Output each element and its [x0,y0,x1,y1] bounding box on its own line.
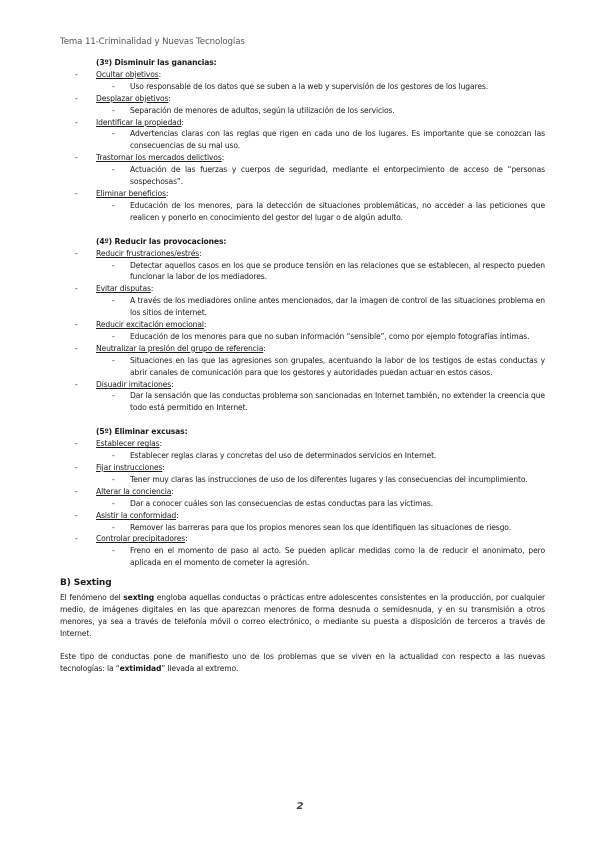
item-label: Evitar disputas [96,284,151,294]
sub-item [60,164,545,188]
bullet-dash: - [75,69,78,79]
list-item: - Controlar precipitadores: [75,534,188,544]
sub-item [60,474,545,486]
bullet-dash: - [112,129,115,139]
sub-item-text: Educación de los menores para que no suban información “sensible”, como por ejemplo fotografías íntimas. [130,331,530,341]
sexting-paragraph-1 [60,592,545,640]
item-label: Disuadir imitaciones [96,379,172,389]
item-label: Identificar la propiedad [96,117,182,127]
sub-item [60,200,545,224]
bullet-dash: - [112,200,115,210]
bullet-dash: - [112,105,115,115]
item-label: Eliminar beneficios [96,188,166,198]
sexting-p2-end: ” llevada al extremo. [161,663,239,673]
item-label: Desplazar objetivos [96,93,169,103]
sub-item-text: Educación de los menores, para la detección de situaciones problemáticas, no acceder a las peticiones que realicen y ponerlo en conocimiento del gestor del lugar o de algún adulto. [130,200,545,222]
bullet-dash: - [75,463,78,472]
item-label: Controlar precipitadores [96,534,186,544]
sexting-term: sexting [123,593,155,603]
sub-item-text: Separación de menores de adultos, según la utilización de los servicios. [130,105,395,115]
bullet-dash: - [112,260,115,270]
sexting-heading: B) Sexting [60,578,112,589]
sub-item [60,260,545,284]
sexting-paragraph-2 [60,651,545,675]
bullet-dash: - [112,546,115,556]
bullet-dash: - [112,296,115,306]
list-item: - Trastornar los mercados delictivos: [75,153,225,163]
bullet-dash: - [112,391,115,401]
bullet-dash: - [75,93,78,103]
sub-item-text: Establecer reglas claras y concretas del uso de determinados servicios en Internet. [130,451,437,461]
section-title: (5º) Eliminar excusas: [96,427,188,437]
bullet-dash: - [112,331,115,341]
list-item: - Asistir la conformidad: [75,510,179,520]
bullet-dash: - [75,439,78,449]
list-item: - Neutralizar la presión del grupo de referencia: [75,343,266,353]
sexting-p1-start: El fenómeno del [60,593,124,603]
bullet-dash: - [75,248,78,258]
bullet-dash: - [75,534,78,544]
sub-item [60,105,545,117]
item-label: Asistir la conformidad [96,510,177,520]
page-number: 2 [296,801,304,812]
item-label: Reducir excitación emocional [96,320,204,330]
bullet-dash: - [75,379,78,389]
sub-item-text: Dar a conocer cuáles son las consecuencias de estas conductas para las víctimas. [130,498,434,508]
list-item: - Eliminar beneficios: [75,188,169,198]
item-label: Neutralizar la presión del grupo de referencia [96,343,264,353]
list-item: - Ocultar objetivos: [75,69,162,79]
item-label: Reducir frustraciones/estrés [96,248,200,258]
bullet-dash: - [112,522,115,532]
sub-item [60,355,545,379]
sub-item [60,295,545,319]
section-title: (4º) Reducir las provocaciones: [96,236,227,246]
sub-item-text: Situaciones en las que las agresiones son grupales, acentuando la labor de los testigos de estas conductas y abrir canales de comunicación para que los gestores y autoridades puedan actuar en estos casos. [130,355,545,377]
list-item: - Alterar la conciencia: [75,486,174,496]
item-label: Fijar instrucciones [96,463,163,472]
page-content [60,57,545,675]
sub-item-text: Actuación de las fuerzas y cuerpos de seguridad, mediante el entorpecimiento de acceso de “personas sospechosas”. [130,165,545,187]
item-label: Alterar la conciencia [96,486,172,496]
list-item: - Identificar la propiedad: [75,117,184,127]
sub-item-text: Advertencias claras con las reglas que rigen en cada uno de los lugares. Es importante que se conozcan las consecuencias de su mal uso. [130,129,545,151]
sub-item-text: Uso responsable de los datos que se suben a la web y supervisión de los gestores de los lugares. [130,81,489,91]
sub-item [60,390,545,414]
bullet-dash: - [75,117,78,127]
bullet-dash: - [112,81,115,91]
bullet-dash: - [112,451,115,461]
sub-item [60,450,545,462]
sub-item [60,331,545,343]
bullet-dash: - [112,165,115,175]
sub-item [60,545,545,569]
list-item: - Evitar disputas: [75,284,154,294]
list-item: - Desplazar objetivos: [75,93,171,103]
sexting-p1-end: engloba aquellas conductas o prácticas entre adolescentes consistentes en la producción, por cualquier medio, de imágenes digitales en las que aparezcan menores de forma desnuda o semidesnuda, y en su transmisión a otros menores, ya sea a través de telefonía móvil o correo electrónico, o mediante su puesta a disposición de terceros a través de Internet. [60,593,546,638]
list-item: - Establecer reglas: [75,439,162,449]
sub-item [60,522,545,534]
section-title: (3º) Disminuir las ganancias: [96,58,217,67]
page-header: Tema 11-Criminalidad y Nuevas Tecnologías [60,37,245,47]
bullet-dash: - [112,355,115,365]
bullet-dash: - [112,498,115,508]
sub-item-text: Tener muy claras las instrucciones de uso de los diferentes lugares y las consecuencias del incumplimiento. [130,474,528,484]
list-item: - Reducir frustraciones/estrés: [75,248,202,258]
sub-item [60,81,545,93]
list-item: - Disuadir imitaciones: [75,379,174,389]
item-label: Establecer reglas [96,439,160,449]
sub-item [60,128,545,152]
bullet-dash: - [75,510,78,520]
list-item: - Reducir excitación emocional: [75,320,207,330]
item-label: Trastornar los mercados delictivos [96,153,222,163]
sub-item-text: A través de los mediadores online antes mencionados, dar la imagen de control de las situaciones problema en los sitios de internet. [130,296,545,318]
bullet-dash: - [75,188,78,198]
sub-item-text: Freno en el momento de paso al acto. Se pueden aplicar medidas como la de reducir el anonimato, pero aplicada en el momento de cometer la agresión. [130,546,545,568]
bullet-dash: - [75,320,78,330]
sub-item-text: Dar la sensación que las conductas problema son sancionadas en Internet también, no extender la creencia que todo está permitido en Internet. [130,391,545,413]
sexting-p2-start: Este tipo de conductas pone de manifiesto uno de los problemas que se viven en la actualidad con respecto a las nuevas tecnologías: la “ [60,651,545,673]
prevention-sections [60,57,545,569]
bullet-dash: - [75,153,78,163]
item-label: Ocultar objetivos [96,69,159,79]
bullet-dash: - [112,474,115,484]
sub-item-text: Remover las barreras para que los propios menores sean los que identifiquen las situaciones de riesgo. [130,522,511,532]
extimidad-term: extimidad [119,663,162,673]
bullet-dash: - [75,343,78,353]
sub-item [60,498,545,510]
sub-item-text: Detectar aquellos casos en los que se produce tensión en las relaciones que se establecen, al respecto pueden funcionar la labor de los mediadores. [130,260,545,282]
list-item: - Fijar instrucciones: [75,463,165,472]
bullet-dash: - [75,486,78,496]
bullet-dash: - [75,284,78,294]
